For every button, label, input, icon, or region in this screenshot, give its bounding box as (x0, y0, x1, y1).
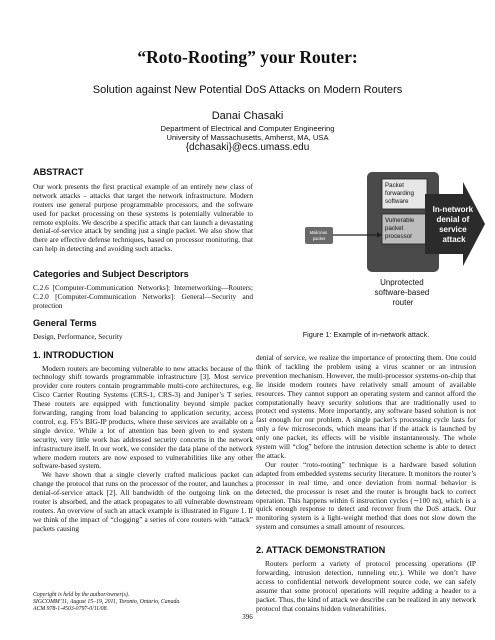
unprotected-router-label (375, 278, 432, 307)
intro-heading: 1. INTRODUCTION (33, 349, 114, 360)
abstract-heading: ABSTRACT (33, 167, 84, 177)
unprotected-router-line-3: router (392, 298, 414, 307)
attack-heading: 2. ATTACK DEMONSTRATION (256, 545, 386, 556)
packet-forwarding-line-3: software (385, 198, 409, 205)
intro-paragraph-2: We have shown that a single cleverly crafted malicious packet can change the protocol that runs on the processor of the router, and launches a denial-of-service attack [2]. All bandwidth of the outgoing link on the router is absorbed, and the attack propagates to all vulnerable downstream routers. An overview of such an attack example is illustrated in Figure 1. If we think of the impact of “clogging” a series of core routers with “attack” packets causing (33, 470, 253, 533)
attack-paragraph-1: Routers perform a variety of protocol processing operations (IP forwarding, intrusion detection, tunneling etc.). While we don’t have access to confidential network development source code, we can safely assume that some protocol operations will require adding a header to a packet. Thus, the kind of attack we describe can be realized in any network protocol that contains hidden vulnerabilities. (256, 559, 476, 613)
page-number: 396 (242, 613, 253, 621)
dos-arrow-line-4: attack (442, 235, 466, 244)
dos-arrow-line-3: service (439, 225, 467, 234)
malicious-packet-line-1: Malicious (309, 230, 328, 235)
vulnerable-processor-line-3: processor (385, 233, 413, 240)
left-column (33, 168, 253, 534)
terms-heading: General Terms (33, 317, 97, 328)
author-name: Danai Chasaki (211, 110, 284, 122)
right-paragraph-1: denial of service, we realize the importance of protecting them. One could think of tackling the problem using a virus scanner or an intrusion prevention mechanism. However, the multi-processor systems-on-chip that lie inside modern routers have relatively small amount of available resources. They cannot support an operating system and cannot afford the computationally heavy security solutions that are traditionally used to protect end systems. More importantly, any software based solution is not fast enough for our problem. A single packet’s processing cycle lasts for only a few microseconds, which means that if the attack is launched by only one packet, its effects will be visible instantaneously. The whole system will “clog” before the intrusion detection scheme is able to detect the attack. (256, 353, 476, 460)
in-network-attack-figure (305, 172, 485, 312)
intro-paragraph-1: Modern routers are becoming vulnerable to new attacks because of the technology shift towards programmable infrastructure [3]. Most service provider core routers contain programmable multi-core architectures, e.g. Cisco Carrier Routing Systems (CRS-1, CRS-3) and Juniper’s T series. These routers are equipped with functionality beyond simple packet forwarding, ranging from load balancing to application security, access control, e.g. F5’s BIG-IP products, where these services are available on a single device. While a lot of attention has been given to end system security, very little work has addressed security concerns in the network infrastructure itself. In our work, we consider the data plane of the network where modern routers are now exposed to vulnerabilities like any other software-based system. (33, 363, 253, 471)
vulnerable-processor-line-1: Vulnerable (385, 217, 415, 224)
copyright-notice: Copyright is held by the author/owner(s). SIGCOMM’11, August 15–19, 2011, Toronto, Ontario, Canada. ACM 978-1-4503-0797-0/11/08. (33, 592, 181, 612)
affiliation-line-1: Department of Electrical and Computer Engineering (160, 124, 335, 133)
dos-arrow-line-1: In-network (432, 205, 474, 214)
paper-subtitle: Solution against New Potential DoS Attacks on Modern Routers (92, 84, 403, 96)
packet-forwarding-line-1: Packet (385, 182, 404, 189)
right-column (256, 354, 476, 613)
author-email: {dchasaki}@ecs.umass.edu (185, 142, 310, 153)
figure-caption: Figure 1: Example of in-network attack. (302, 330, 430, 339)
terms-text: Design, Performance, Security (33, 331, 123, 341)
abstract-text: Our work presents the first practical example of an entirely new class of network attacks – attacks that target the network infrastructure. Modern routers use general purpose programmable processors, and the software used for packet processing on these systems is potentially vulnerable to remote exploits. We describe a specific attack that can launch a devastating denial-of-service attack by sending just a single packet. We also show that there are effective defense techniques, based on processor monitoring, that can help in detecting and avoiding such attacks. (33, 181, 253, 254)
dos-arrow-line-2: denial of (436, 215, 470, 224)
unprotected-router-line-2: software-based (374, 288, 430, 297)
paper-title: “Roto-Rooting” your Router: (137, 47, 358, 67)
malicious-packet-line-2: packet (312, 236, 326, 241)
vulnerable-processor-line-2: packet (385, 225, 404, 232)
categories-text: C.2.6 [Computer-Communication Networks]: Internetworking—Routers; C.2.0 [Computer-Communication Networks]: General—Security and protection (33, 283, 253, 310)
affiliation-line-2: University of Massachusetts, Amherst, MA, USA (166, 133, 329, 142)
packet-forwarding-line-2: forwarding (385, 190, 414, 197)
right-paragraph-2: Our router “roto-rooting” technique is a hardware based solution adapted from embedded systems security literature. It monitors the router’s processor in real time, and once deviation from normal behavior is detected, the processor is reset and the router is brought back to correct operation. This happens within 6 instruction cycles (∼100 ns), which is a quick enough response to detect and recover from the DoS attack. Our monitoring system is a light-weight method that does not slow down the system and consumes a small amount of resources. (256, 459, 476, 532)
unprotected-router-line-1: Unprotected (380, 278, 424, 287)
categories-heading: Categories and Subject Descriptors (33, 269, 189, 280)
dos-arrow-shape (425, 182, 485, 266)
